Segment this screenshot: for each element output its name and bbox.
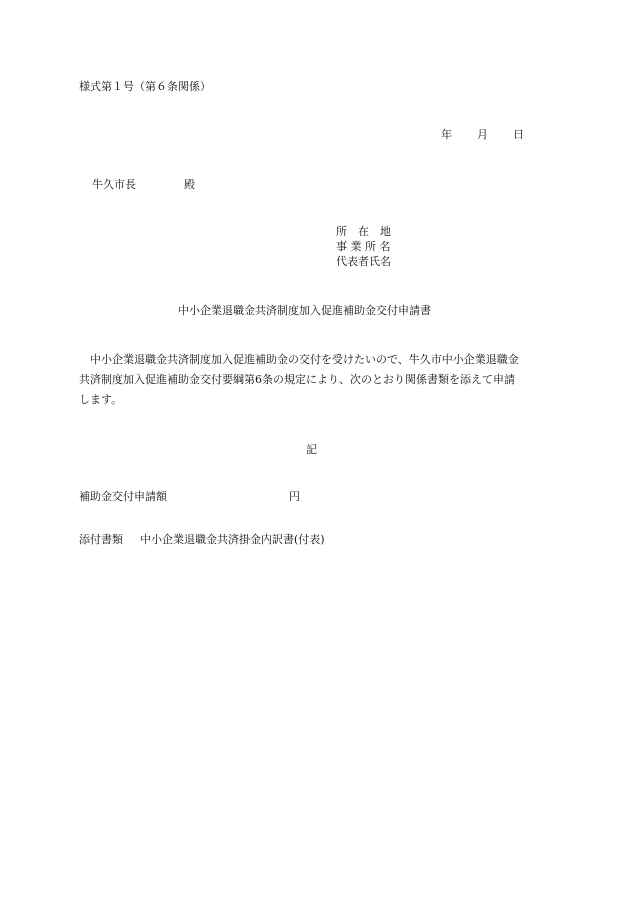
subsidy-amount-label: 補助金交付申請額 — [79, 490, 167, 503]
body-line-1: 中小企業退職金共済制度加入促進補助金の交付を受けたいので、牛久市中小企業退職金 — [79, 353, 519, 366]
body-line-2: 共済制度加入促進補助金交付要綱第6条の規定により、次のとおり関係書類を添えて申請 — [79, 373, 515, 386]
address-label: 所 在 地 — [336, 225, 391, 238]
addressee-name: 牛久市長 — [92, 178, 136, 191]
form-number: 様式第１号（第６条関係） — [79, 80, 211, 93]
body-paragraph — [79, 350, 559, 410]
attachment-value: 中小企業退職金共済掛金内訳書(付表) — [140, 533, 325, 546]
date-year-label: 年 — [441, 128, 452, 141]
addressee-honorific: 殿 — [184, 178, 195, 191]
document-title: 中小企業退職金共済制度加入促進補助金交付申請書 — [178, 304, 431, 317]
date-day-label: 日 — [513, 128, 524, 141]
ki-heading: 記 — [306, 443, 317, 456]
attachment-label: 添付書類 — [79, 533, 123, 546]
subsidy-amount-unit: 円 — [289, 490, 300, 503]
body-line-3: します。 — [79, 393, 123, 406]
office-name-label: 事 業 所 名 — [336, 240, 391, 253]
date-month-label: 月 — [477, 128, 488, 141]
representative-name-label: 代表者氏名 — [336, 255, 391, 268]
